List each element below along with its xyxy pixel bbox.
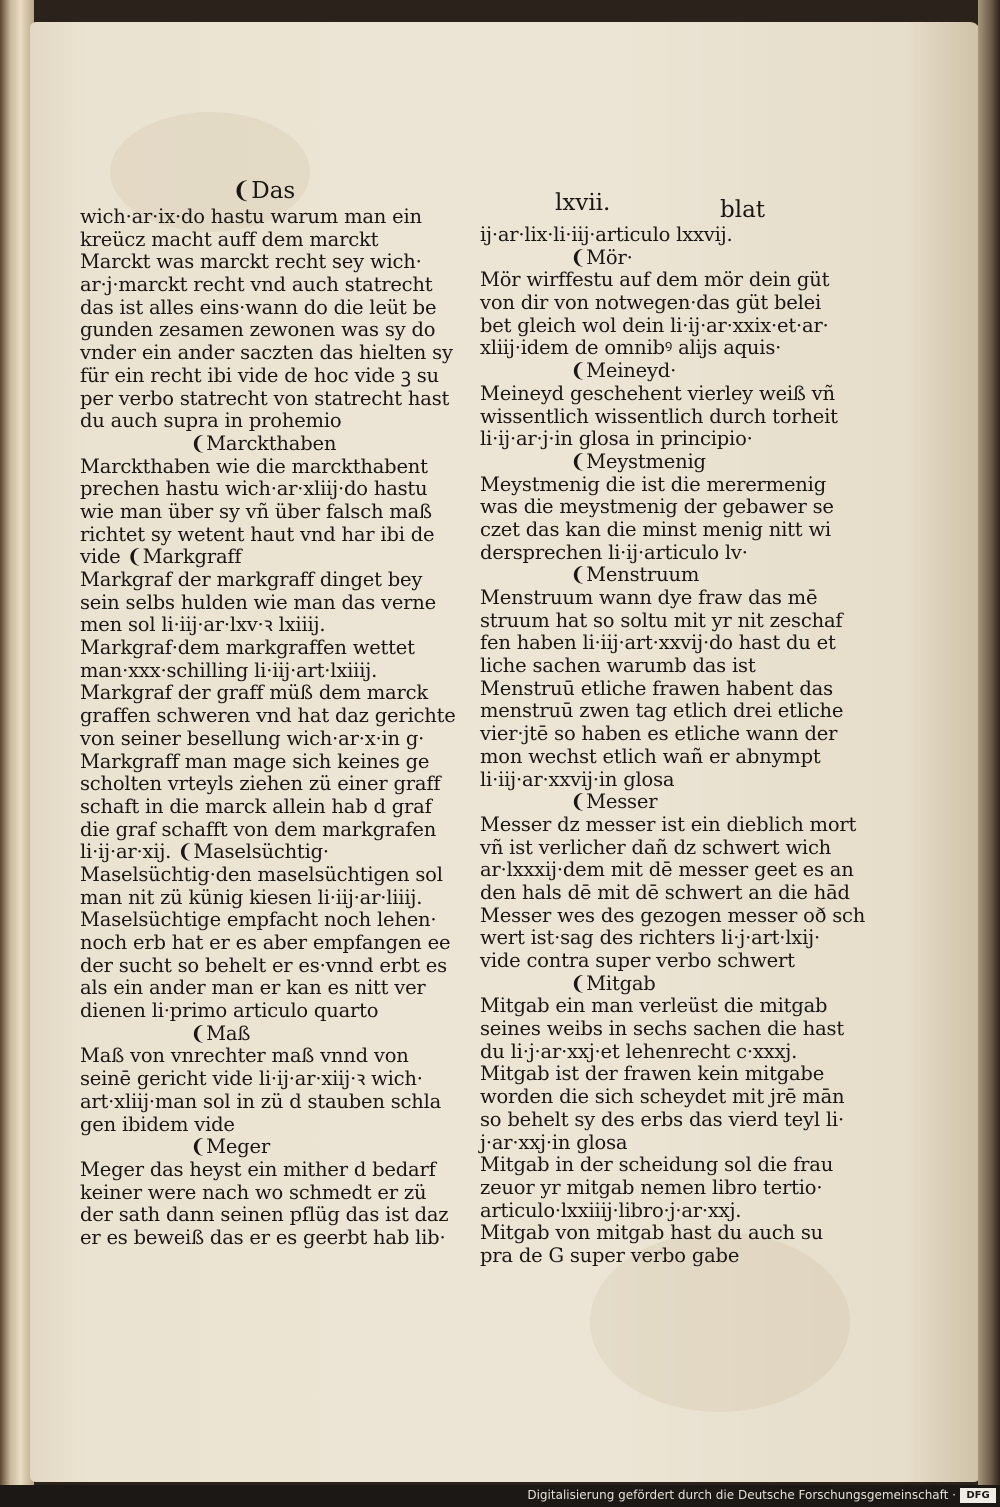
text-line: scholten vrteyls ziehen zü einer graff [80, 772, 441, 796]
text-line: Mitgab von mitgab hast du auch su [480, 1221, 823, 1245]
text-line: bet gleich wol dein li·ij·ar·xxix·et·ar· [480, 313, 829, 337]
text-line: was die meystmenig der gebawer se [480, 495, 834, 519]
text-line: Mitgab ist der frawen kein mitgabe [480, 1062, 825, 1086]
text-line: so behelt sy des erbs das vierd teyl li· [480, 1107, 844, 1131]
text-line: Mitgab ein man verleüst die mitgab [480, 994, 828, 1018]
text-line: li·ij·ar·xij. ❨Maselsüchtig· [80, 840, 329, 864]
text-line: per verbo statrecht von statrecht hast [80, 386, 450, 410]
text-line: seines weibs in sechs sachen die hast [480, 1017, 844, 1041]
entry-heading: ❨Menstruum [570, 563, 700, 587]
footer-credit: Digitalisierung gefördert durch die Deutsche Forschungsgemeinschaft · [527, 1488, 956, 1502]
page-edge-right [978, 0, 1000, 1485]
text-line: Markgraf der graff müß dem marck [80, 681, 428, 705]
text-line: vide ❨Markgraff [80, 545, 242, 569]
text-line: liche sachen warumb das ist [480, 654, 756, 678]
text-line: den hals dē mit dē schwert an die hād [480, 880, 850, 904]
text-line: fen haben li·iij·art·xxvij·do hast du et [480, 631, 836, 655]
text-line: Maselsüchtige empfacht noch lehen· [80, 908, 437, 932]
right-text-column [480, 223, 866, 1268]
text-line: zeuor yr mitgab nemen libro tertio· [480, 1175, 823, 1199]
entry-heading: ❨Meger [190, 1135, 270, 1159]
text-line: Menstruū etliche frawen habent das [480, 676, 833, 700]
entry-heading: ❨Messer [570, 790, 658, 814]
text-line: er es beweiß das er es geerbt hab lib· [80, 1225, 446, 1249]
text-line: menstruū zwen tag etlich drei etliche [480, 699, 844, 723]
text-line: dersprechen li·ij·articulo lv· [480, 540, 748, 564]
text-line: als ein ander man er kan es nitt ver [80, 976, 426, 1000]
text-line: Menstruum wann dye fraw das mē [480, 586, 818, 609]
text-line: vnder ein ander saczten das hielten sy [80, 341, 453, 365]
text-line: Marckt was marckt recht sey wich· [80, 250, 422, 274]
text-line: Messer dz messer ist ein dieblich mort [480, 812, 857, 836]
text-line: ij·ar·lix·li·iij·articulo lxxvij. [480, 223, 733, 246]
running-head-left: ❨Das [232, 178, 296, 204]
text-line: wie man über sy vñ über falsch maß [80, 499, 432, 523]
text-line: der sucht so behelt er es·vnnd erbt es [80, 953, 447, 977]
text-line: art·xliij·man sol in zü d stauben schla [80, 1089, 442, 1113]
text-line: der sath dann seinen pflüg das ist daz [80, 1203, 449, 1227]
text-line: du auch supra in prohemio [80, 409, 342, 433]
text-line: prechen hastu wich·ar·xliij·do hastu [80, 477, 428, 501]
text-line: du li·j·ar·xxj·et lehenrecht c·xxxj. [480, 1039, 798, 1063]
text-line: noch erb hat er es aber empfangen ee [80, 931, 451, 954]
folio-number: lxvii. [555, 190, 611, 216]
text-line: czet das kan die minst menig nitt wi [480, 517, 831, 541]
entry-heading: ❨Mitgab [570, 971, 656, 995]
text-line: vide contra super verbo schwert [480, 949, 795, 972]
text-line: Marckthaben wie die marckthabent [80, 454, 428, 478]
left-text-column [80, 205, 456, 1250]
entry-heading: ❨Marckthaben [190, 431, 337, 455]
previous-page-edge [0, 0, 34, 1485]
text-line: dienen li·primo articulo quarto [80, 999, 379, 1023]
text-line: die graf schafft von dem markgrafen [80, 817, 437, 841]
dfg-logo: DFG [960, 1488, 996, 1503]
text-line: man·xxx·schilling li·iij·art·lxiiij. [80, 658, 378, 682]
text-line: wissentlich wissentlich durch torheit [480, 404, 838, 428]
text-line: seinē gericht vide li·ij·ar·xiij·ꝛ wich· [80, 1067, 423, 1091]
text-line: pra de G super verbo gabe [480, 1243, 740, 1267]
text-line: richtet sy wetent haut vnd har ibi de [80, 522, 435, 546]
text-line: schaft in die marck allein hab d graf [80, 794, 432, 818]
text-line: Meineyd geschehent vierley weiß vñ [480, 381, 835, 405]
text-line: gunden zesamen zewonen was sy do [80, 318, 436, 342]
text-line: men sol li·iij·ar·lxv·ꝛ lxiiij. [80, 613, 326, 637]
text-line: Maß von vnrechter maß vnnd von [80, 1044, 409, 1068]
text-line: Markgraf·dem markgraffen wettet [80, 636, 415, 660]
digitization-footer [0, 1485, 1000, 1507]
text-line: ar·lxxxij·dem mit dē messer geet es an [480, 858, 854, 882]
text-line: Maselsüchtig·den maselsüchtigen sol [80, 862, 443, 886]
text-line: xliij·idem de omnibꝰ alijs aquis· [480, 336, 782, 360]
text-line: li·iij·ar·xxvij·in glosa [480, 767, 675, 791]
text-line: für ein recht ibi vide de hoc vide ꝫ su [80, 363, 439, 387]
text-line: Mör wirffestu auf dem mör dein güt [480, 268, 830, 292]
text-line: articulo·lxxiiij·libro·j·ar·xxj. [480, 1198, 742, 1222]
text-line: von seiner besellung wich·ar·x·in g· [80, 726, 425, 750]
text-line: graffen schweren vnd hat daz gerichte [80, 704, 456, 728]
text-line: ar·j·marckt recht vnd auch statrecht [80, 273, 433, 297]
text-line: li·ij·ar·j·in glosa in principio· [480, 427, 753, 451]
text-line: Markgraf der markgraff dinget bey [80, 568, 423, 591]
text-line: worden die sich scheydet mit jrē mān [480, 1085, 845, 1109]
running-head-right: blat [720, 197, 766, 223]
text-line: vñ ist verlicher dañ dz schwert wich [480, 835, 832, 859]
text-line: mon wechst etlich wañ er abnympt [480, 744, 821, 768]
text-line: das ist alles eins·wann do die leüt be [80, 295, 437, 319]
text-line: vier·jtē so haben es etliche wann der [480, 722, 838, 746]
entry-heading: ❨Maß [190, 1021, 251, 1045]
entry-heading: ❨Meineyd· [570, 359, 677, 383]
text-line: kreücz macht auff dem marckt [80, 227, 379, 251]
text-line: gen ibidem vide [80, 1112, 235, 1136]
text-line: Meger das heyst ein mither d bedarf [80, 1157, 436, 1181]
entry-heading: ❨Meystmenig [570, 449, 706, 473]
text-line: keiner were nach wo schmedt er zü [80, 1180, 427, 1204]
text-line: von dir von notwegen·das güt belei [480, 291, 822, 315]
text-line: Messer wes des gezogen messer oð sch [480, 903, 866, 927]
text-line: wert ist·sag des richters li·j·art·lxij· [480, 926, 820, 950]
text-line: Mitgab in der scheidung sol die frau [480, 1153, 834, 1177]
text-line: man nit zü künig kiesen li·iij·ar·liiij. [80, 885, 423, 909]
entry-heading: ❨Mör· [570, 245, 633, 269]
text-line: j·ar·xxj·in glosa [480, 1130, 628, 1154]
text-line: sein selbs hulden wie man das verne [80, 590, 436, 614]
text-line: struum hat so soltu mit yr nit zeschaf [480, 608, 843, 632]
text-line: wich·ar·ix·do hastu warum man ein [80, 205, 422, 228]
text-line: Meystmenig die ist die merermenig [480, 472, 826, 496]
text-line: Markgraff man mage sich keines ge [80, 749, 430, 773]
